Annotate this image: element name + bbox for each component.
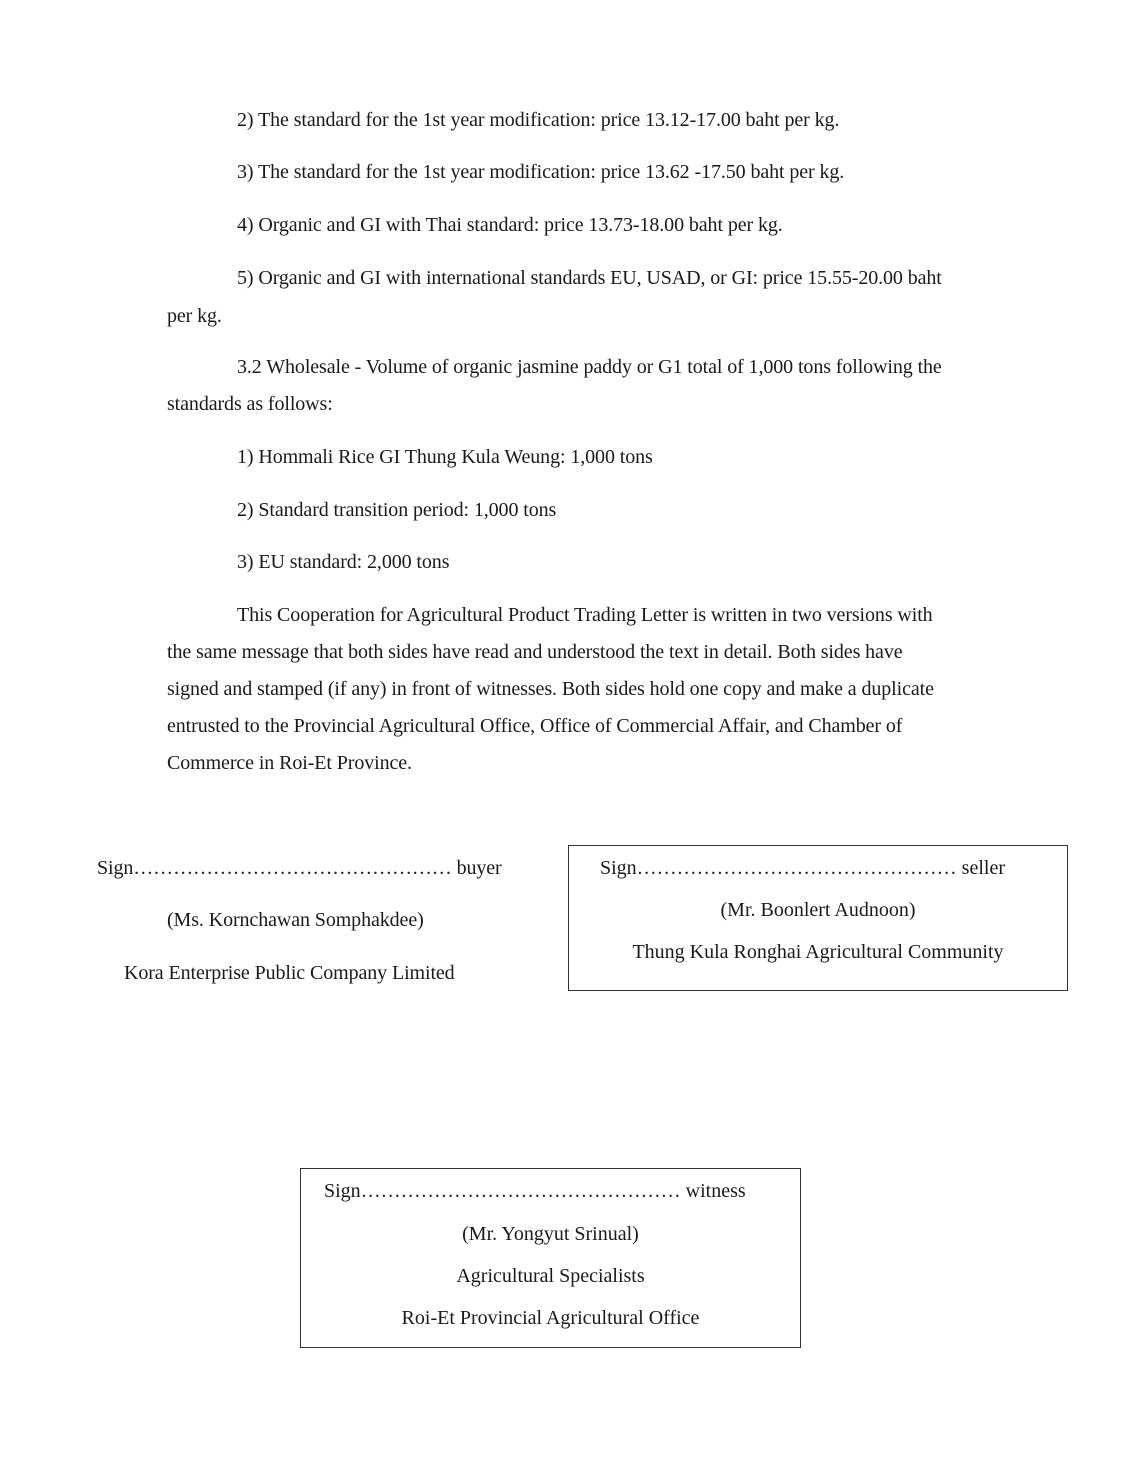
price-item-4: 4) Organic and GI with Thai standard: price 13.73-18.00 baht per kg. — [237, 214, 783, 236]
paragraph-line: the same message that both sides have read and understood the text in detail. Both sides have — [167, 641, 903, 663]
witness-title: Agricultural Specialists — [456, 1265, 645, 1287]
price-item-5: 5) Organic and GI with international standards EU, USAD, or GI: price 15.55-20.00 baht — [237, 267, 942, 289]
witness-sign-line: Sign………………………………………… witness — [324, 1180, 746, 1202]
price-item-2: 2) The standard for the 1st year modification: price 13.12-17.00 baht per kg. — [237, 109, 840, 131]
wholesale-item: 2) Standard transition period: 1,000 tons — [237, 499, 557, 521]
buyer-organization: Kora Enterprise Public Company Limited — [124, 962, 455, 984]
paragraph-line: entrusted to the Provincial Agricultural Office, Office of Commercial Affair, and Chamber of — [167, 715, 903, 737]
buyer-sign-line: Sign………………………………………… buyer — [97, 857, 502, 879]
witness-name: (Mr. Yongyut Srinual) — [462, 1223, 639, 1245]
paragraph-line: Commerce in Roi-Et Province. — [167, 752, 412, 774]
paragraph-line: This Cooperation for Agricultural Product Trading Letter is written in two versions with — [237, 604, 933, 626]
seller-name: (Mr. Boonlert Audnoon) — [720, 899, 916, 921]
wholesale-item: 3) EU standard: 2,000 tons — [237, 551, 450, 573]
wholesale-heading-continued: standards as follows: — [167, 393, 333, 415]
price-item-5-continued: per kg. — [167, 305, 222, 327]
witness-organization: Roi-Et Provincial Agricultural Office — [401, 1307, 700, 1329]
paragraph-line: signed and stamped (if any) in front of witnesses. Both sides hold one copy and make a duplicate — [167, 678, 934, 700]
witness-signature-block — [300, 1168, 801, 1348]
wholesale-item: 1) Hommali Rice GI Thung Kula Weung: 1,000 tons — [237, 446, 653, 468]
wholesale-heading: 3.2 Wholesale - Volume of organic jasmine paddy or G1 total of 1,000 tons following the — [237, 356, 942, 378]
seller-signature-block — [568, 845, 1068, 991]
seller-sign-line: Sign………………………………………… seller — [600, 857, 1005, 879]
price-item-3: 3) The standard for the 1st year modification: price 13.62 -17.50 baht per kg. — [237, 161, 845, 183]
buyer-name: (Ms. Kornchawan Somphakdee) — [167, 909, 424, 931]
seller-organization: Thung Kula Ronghai Agricultural Community — [632, 941, 1004, 963]
